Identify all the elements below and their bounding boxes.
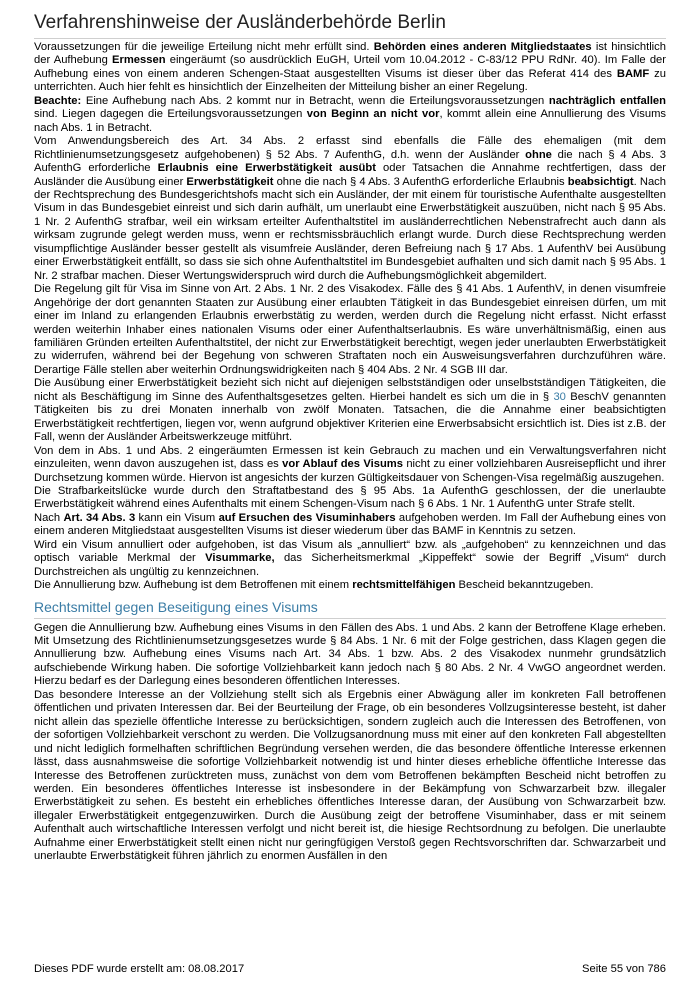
text-run: Bescheid bekanntzugeben.	[455, 579, 594, 592]
text-run: nicht zu einer vollziehbaren Ausreisepflicht und ihrer Durchsetzung kommen würde. Hiervon ist angesichts der kurzen Gültigkeitsdauer von Schengen-Visa regelmäßig auszugehen.	[34, 458, 666, 484]
document-body	[34, 41, 666, 864]
bold-text: BAMF	[616, 67, 650, 80]
bold-text: beabsichtigt	[567, 175, 634, 188]
paragraph	[34, 283, 666, 377]
text-run: Eine Aufhebung nach Abs. 2 kommt nur in Betracht, wenn die Erteilungsvoraussetzungen	[81, 94, 549, 107]
text-run: Die Regelung gilt für Visa im Sinne von Art. 2 Abs. 1 Nr. 2 des Visakodex. Fälle des § 41 Abs. 1 AufenthV, in denen visumfreie Angehörige der dort genannten Staaten zur Ausübung einer erlaubten Tätigkeit in das Bundesgebiet einreisen dürfen, um mit einer im Inland zu erlangenden Erlaubnis erwerbstätig zu werden, werden durch die Regelung nicht erfasst. Nicht erfasst werden weiterhin Inhaber eines nationalen Visums oder einer Aufenthaltserlaubnis. Es wäre unverhältnismäßig, einen aus familiären Gründen erteilten Aufenthaltstitel, der nicht zur Erwerbstätigkeit berechtigt, wegen jeder unerlaubten Erwerbstätigkeit zu widerrufen, während bei der Begehung von schweren Straftaten noch ein Ausweisungsverfahren durchzuführen wäre. Derartige Fälle stellen aber weiterhin Ordnungswidrigkeiten nach § 404 Abs. 2 Nr. 4 SGB III dar.	[34, 283, 666, 376]
paragraph	[34, 445, 666, 485]
text-run: das Sicherheitsmerkmal „Kippeffekt“ sowie der Begriff „Visum“ durch Durchstreichen als ungültig zu kennzeichnen.	[34, 552, 666, 578]
section-divider	[34, 618, 666, 619]
text-run: die nach § 4 Abs. 3 AufenthG erforderliche	[34, 148, 667, 175]
paragraph	[34, 539, 666, 579]
paragraph	[34, 377, 666, 444]
text-run: kann ein Visum	[135, 511, 219, 524]
title-divider	[34, 38, 666, 39]
text-run: ist hinsichtlich der Aufhebung	[34, 41, 666, 67]
text-run: eingeräumt (so ausdrücklich EuGH, Urteil vom 10.04.2012 - C-83/12 PPU RdNr. 40). Im Falle der Aufhebung eines von einem anderen Schengen-Staat ausgestellten Visums ist dieser über das Referat 414 des	[34, 54, 666, 80]
text-run: zu unterrichten. Auch hier fehlt es hinsichtlich der Einzelheiten der Mitteilung bisher an einer Regelung.	[34, 67, 666, 94]
paragraph	[34, 135, 666, 283]
text-run: Von dem in Abs. 1 und Abs. 2 eingeräumten Ermessen ist kein Gebrauch zu machen und ein Verwaltungsverfahren nicht einzuleiten, wenn davon auszugehen ist, dass es	[34, 444, 666, 471]
text-run: ohne die nach § 4 Abs. 3 AufenthG erforderliche Erlaubnis	[273, 175, 568, 188]
paragraph	[34, 41, 666, 95]
bold-text: Erwerbstätigkeit	[186, 175, 274, 188]
bold-text: nachträglich entfallen	[548, 94, 666, 107]
bold-text: Visummarke,	[205, 552, 275, 565]
section-paragraph	[34, 622, 666, 689]
text-run: oder Tatsachen die Annahme rechtfertigen, dass der Ausländer die Ausübung einer	[34, 162, 667, 188]
linked-text[interactable]: 30	[553, 390, 566, 403]
paragraph	[34, 579, 666, 592]
text-run: , kommt allein eine Annullierung des Visums nach Abs. 1 in Betracht.	[34, 108, 666, 134]
page-title: Verfahrenshinweise der Ausländerbehörde Berlin	[34, 12, 446, 33]
bold-text: auf Ersuchen des Visuminhabers	[218, 511, 396, 524]
text-run: Voraussetzungen für die jeweilige Erteilung nicht mehr erfüllt sind.	[34, 41, 374, 53]
paragraph	[34, 485, 666, 512]
footer-page-number: Seite 55 von 786	[582, 963, 666, 975]
text-run: Die Ausübung einer Erwerbstätigkeit bezieht sich nicht auf diejenigen selbstständigen oder unselbstständigen Tätigkeiten, die nicht als Beschäftigung im Sinne des Aufenthaltsgesetzes gelten. Hierbei handelt es sich um die in §	[34, 377, 666, 403]
text-run: Das besondere Interesse an der Vollziehung stellt sich als Ergebnis einer Abwägung aller im konkreten Fall betroffenen öffentlichen und privaten Interessen dar. Bei der Beurteilung der Frage, ob ein besonderes Vollzugsinteresse besteht, ist daher nicht allein das spezielle öffentliche Interesse zu berücksichtigen, sondern zugleich auch die Interessen des Betroffenen, von der sofortigen Vollziehbarkeit verschont zu werden. Die Vollzugsanordnung muss mit einer auf den konkreten Fall abgestellten und nicht lediglich formelhaften schriftlichen Begründung versehen werden, die das besondere öffentliche Interesse erkennen lässt, dass ausnahmsweise die sofortige Vollziehbarkeit notwendig ist und hinter dieses erhebliche öffentliche Interesse das Interesse des Betroffenen zurücktreten muss, zunächst von dem vom Betroffenen bekämpften Bescheid nicht betroffen zu werden. Ein besonderes öffentliches Interesse ist insbesondere in der Bekämpfung von Schwarzarbeit bzw. illegaler Erwerbstätigkeit zu sehen. Es besteht ein erhebliches öffentliches Interesse daran, der Ausübung von Schwarzarbeit bzw. illegaler Erwerbstätigkeit entgegenzuwirken. Durch die Ausübung zeigt der betroffene Visuminhaber, dass er mit seinem Aufenthalt auch wirtschaftliche Interessen verfolgt und nicht bereit ist, die hiesige Rechtsordnung zu befolgen. Die unerlaubte Aufnahme einer Erwerbstätigkeit stellt einen nicht nur geringfügigen Verstoß gegen Rechtsvorschriften dar. Schwarzarbeit und unerlaubte Erwerbstätigkeit führen jährlich zu enormen Ausfällen in den	[34, 688, 666, 863]
text-run: Nach	[34, 511, 64, 524]
text-run: aufgehoben werden. Im Fall der Aufhebung eines von einem anderen Mitgliedstaat ausgestellten Visums ist dieser wiederum über das BAMF in Kenntnis zu setzen.	[34, 511, 666, 538]
bold-text: vor Ablauf des Visums	[282, 458, 403, 471]
bold-text: Erlaubnis eine Erwerbstätigkeit ausübt	[157, 162, 376, 175]
bold-text: Beachte:	[34, 94, 82, 107]
text-run: Die Strafbarkeitslücke wurde durch den Straftatbestand des § 95 Abs. 1a AufenthG geschlossen, der die unerlaubte Erwerbstätigkeit während eines Aufenthalts mit einem Schengen-Visum nach § 6 Abs. 1 Nr. 1 AufenthG unter Strafe stellt.	[34, 484, 666, 511]
text-run: . Nach der Rechtsprechung des Bundesgerichtshofs macht sich ein Ausländer, der mit einem für touristische Aufenthalte ausgestellten Visum in das Bundesgebiet einreist und sich darin aufhält, um unerlaubt eine Erwerbstätigkeit auszuüben, nicht nach § 95 Abs. 1 Nr. 2 AufenthG strafbar, weil ein wirksam erteilter Aufenthaltstitel im ausländerrechtlichen Nebenstrafrecht auch dann als wirksam zugrunde gelegt werden muss, wenn er rechtsmissbräuchlich erlangt wurde. Durch diese Rechtsprechung werden visumpflichtige Ausländer besser gestellt als visumfreie Ausländer, deren Befreiung nach § 17 Abs. 1 AufenthV bei Ausübung einer Erwerbstätigkeit entfällt, so dass sie sich ohne Aufenthaltstitel im Bundesgebiet aufhalten und sich damit nach § 95 Abs. 1 Nr. 2 strafbar machen. Dieser Wertungswiderspruch wird durch die Aufhebungsmöglichkeit abgemildert.	[34, 175, 666, 282]
paragraph	[34, 512, 666, 539]
footer-created-date: Dieses PDF wurde erstellt am: 08.08.2017	[34, 963, 245, 975]
text-run: BeschV genannten Tätigkeiten bis zu drei Monaten innerhalb von zwölf Monaten. Tatsachen, die die Annahme einer beabsichtigten Erwerbstätigkeit rechtfertigen, liegen vor, wenn aufgrund objektiver Kriterien eine Erwerbsabsicht ersichtlich ist. Dies ist z.B. der Fall, wenn der Ausländer Arbeitswerkzeuge mitführt.	[34, 390, 666, 444]
bold-text: Behörden eines anderen Mitgliedstaates	[373, 41, 592, 53]
text-run: Die Annullierung bzw. Aufhebung ist dem Betroffenen mit einem	[34, 579, 353, 592]
bold-text: ohne	[525, 148, 552, 161]
text-run: Gegen die Annullierung bzw. Aufhebung eines Visums in den Fällen des Abs. 1 und Abs. 2 kann der Betroffene Klage erheben. Mit Umsetzung des Richtlinienumsetzungsgesetzes wurde § 84 Abs. 1 Nr. 6 mit der Folge gestrichen, dass Klagen gegen die Annullierung bzw. Aufhebung eines Visums nach Art. 34 Abs. 1 bzw. Abs. 2 des Visakodex nunmehr grundsätzlich aufschiebende Wirkung haben. Die sofortige Vollziehbarkeit kann jedoch nach § 80 Abs. 2 Nr. 4 VwGO angeordnet werden. Hierzu bedarf es der Darlegung eines besonderen öffentlichen Interesses.	[34, 621, 666, 688]
text-run: Vom Anwendungsbereich des Art. 34 Abs. 2 erfasst sind ebenfalls die Fälle des ehemaligen (mit dem Richtlinienumsetzungsgesetz aufgehobenen) § 52 Abs. 7 AufenthG, d.h. wenn der Ausländer	[34, 135, 666, 161]
bold-text: rechtsmittelfähigen	[352, 579, 456, 592]
bold-text: Ermessen	[112, 54, 166, 67]
text-run: sind. Liegen dagegen die Erteilungsvoraussetzungen	[34, 108, 307, 121]
paragraph-list	[34, 41, 666, 593]
bold-text: Art. 34 Abs. 3	[63, 511, 136, 524]
paragraph	[34, 95, 666, 135]
bold-text: von Beginn an nicht vor	[306, 108, 440, 121]
text-run: Wird ein Visum annulliert oder aufgehoben, ist das Visum als „annulliert“ bzw. als „aufgehoben“ zu kennzeichnen und das optisch variable Merkmal der	[34, 538, 666, 565]
section-heading: Rechtsmittel gegen Beseitigung eines Visums	[34, 598, 318, 615]
section-paragraph-list	[34, 622, 666, 864]
section-paragraph	[34, 689, 666, 864]
